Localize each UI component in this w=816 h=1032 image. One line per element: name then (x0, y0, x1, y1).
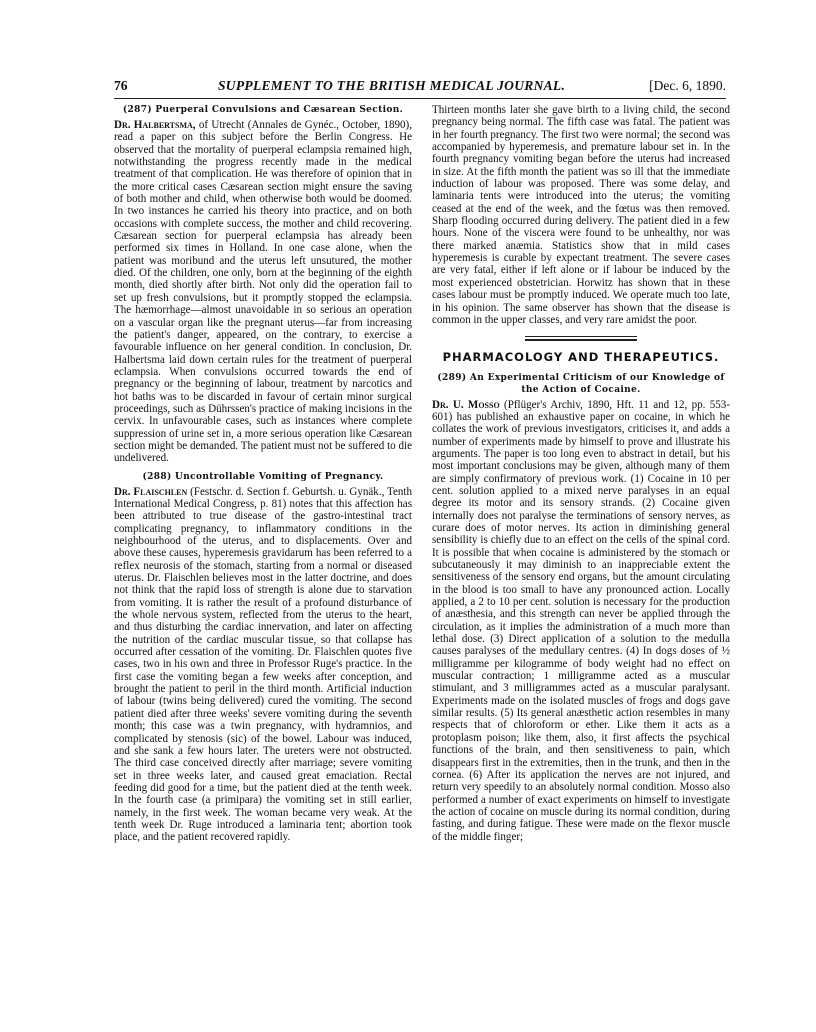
article-288-author: Dr. Flaischlen (114, 485, 188, 498)
divider-thin-rule (525, 336, 637, 337)
article-288-body (114, 486, 412, 844)
article-287-author: Dr. Halbertsma, (114, 119, 196, 131)
right-column (432, 104, 730, 849)
running-header (114, 78, 726, 99)
article-289-body (432, 399, 730, 843)
article-289-text: (Pflüger's Archiv, 1890, Hft. 11 and 12, pp. 553-601) has published an exhaustive paper on cocaine, in which he collates the work of previous investigators, criticises it, and adds a number of experiments made by himself to prove and illustrate his arguments. The paper is too long even to abstract in detail, but his most important conclusions may be given, although many of them are simply confirmatory of previous work. (1) Cocaine in 10 per cent. solution applied to a mixed nerve paralyses in an equal degree its motor and its sensory strands. (2) Cocaine given internally does not paralyse the terminations of sensory nerves, as curare does of motor nerves. Its action in diminishing general sensibility is chiefly due to an effect on the cells of the spinal cord. It is possible that when cocaine is administered by the stomach or subcutaneously it may diminish to an inappreciable extent the sensitiveness of the sensory end organs, but the amount circulating in the blood is too small to have any pronounced action. Locally applied, a 2 to 10 per cent. solution is necessary for the production of anæsthesia, and this strength can never be applied through the circulation, as it implies the administration of a much more than lethal dose. (3) Direct application of a solution to the medulla causes paralyses of the medullary centres. (4) In dogs doses of ½ milligramme per kilogramme of body weight had no effect on muscular contraction; 1 milligramme acted as a muscular stimulant, and 3 milligrammes acted as a muscular paralysant. Experiments made on the isolated muscles of frogs and dogs gave similar results. (5) Its general anæsthetic action resembles in many respects that of chloroform or ether. Like them it acts as a protoplasm poison; like them, also, it first affects the psychical functions of the brain, and then sensitiveness to pain, which disappears first in the extremities, then in the trunk, and then in the cornea. (6) After its application the nerves are not injured, and return very speedily to an absolutely normal condition. Mosso also performed a number of exact experiments on himself to investigate the action of cocaine on muscle during its normal condition, during fasting, and during fatigue. These were made on the flexor muscle of the middle finger; (432, 398, 730, 843)
article-289-author: Dr. U. Mosso (432, 398, 500, 411)
article-289-heading: (289) An Experimental Criticism of our Knowledge of the Action of Cocaine. (437, 372, 725, 395)
article-288-text: (Festschr. d. Section f. Geburtsh. u. Gynäk., Tenth International Medical Congress, p. 81) notes that this affection has been attributed to true disease of the gastro-intestinal tract complicating pregnancy, to inflammatory conditions in the neighbourhood of the uterus, and to displacements. Over and above these causes, hyperemesis gravidarum has been referred to a reflex neurosis of the stomach, starting from a normal or diseased uterus. Dr. Flaischlen believes most in the latter doctrine, and does not think that the rapid loss of strength is alone due to starvation from vomiting. It is rather the result of a profound disturbance of the whole nervous system, reflected from the uterus to the heart, and thus disturbing the cardiac innervation, and later on affecting the nutrition of the cardiac muscular tissue, so that collapse has occurred after cessation of the vomiting. Dr. Flaischlen quotes five cases, two in his own and three in Professor Ruge's practice. In the first case the vomiting began a few weeks after conception, and brought the patient to peril in the third month. Artificial induction of labour (twins being delivered) cured the vomiting. The second patient died after three weeks' severe vomiting during the seventh month; this case was a twin pregnancy, with hydramnios, and complicated by stenosis (sic) of the bowel. Labour was induced, and she sank a few hours later. The ureters were not obstructed. The third case conceived directly after marriage; severe vomiting set in three weeks later, and caused great emaciation. Rectal feeding did good for a time, but the patient died at the tenth week. In the fourth case (a primipara) the vomiting set in still earlier, namely, in the first week. The woman became very weak. At the tenth week Dr. Ruge introduced a laminaria tent; abortion took place, and the patient recovered rapidly. (114, 485, 413, 844)
article-287-body (114, 119, 412, 465)
article-288-continuation: Thirteen months later she gave birth to a living child, the second pregnancy being normal. The fifth case was fatal. The patient was in her fourth pregnancy. The first two were normal; the second was accompanied by hyperemesis, and premature labour set in. In the fourth pregnancy vomiting began before the uterus had increased in size. At the fifth month the patient was so ill that the immediate induction of labour was proposed. There was some delay, and laminaria tents were introduced into the uterus; the vomiting ceased at the end of the week, and the fœtus was then removed. Sharp flooding occurred during delivery. The patient died in a few hours. None of the viscera were found to be unhealthy, nor was there marked anæmia. Statistics show that in mild cases hyperemesis is curable by expectant treatment. The severe cases are very fatal, either if left alone or if labour be induced by the most experienced obstetrician. Horwitz has shown that in these cases labour must be promptly induced. We operate much too late, in his opinion. The same observer has shown that the disease is common in the upper classes, and very rare amidst the poor. (432, 104, 730, 326)
article-287-text: of Utrecht (Annales de Gynéc., October, 1890), read a paper on this subject before the Berlin Congress. He observed that the mortality of puerperal eclampsia remained high, notwithstanding the progress recently made in the medical treatment of that complication. He was therefore of opinion that in the more critical cases Cæsarean section might ensure the saving of both mother and child, when otherwise both would be doomed. In two instances he carried his theory into practice, and on both occasions with complete success, the mother and child recovering. Cæsarean section for puerperal eclampsia has already been performed six times in Holland. In one case alone, when the patient was moribund and the uterus left unsutured, the mother died. Of the children, one only, born at the beginning of the eighth month, died shortly after birth. Not only did the operation fail to set up fresh convulsions, but it promptly stopped the eclampsia. The hæmorrhage—almost unavoidable in so serious an operation on a vascular organ like the pregnant uterus—far from increasing the patient's danger, appeared, on the contrary, to exercise a favourable influence on her general condition. In conclusion, Dr. Halbertsma laid down certain rules for the treatment of puerperal eclampsia. When convulsions occurred towards the end of pregnancy or the beginning of labour, treatment by narcotics and hot baths was to be discarded in favour of certain minor surgical proceedings, such as Dührssen's practice of making incisions in the cervix. In unfavourable cases, such as instances where complete suppression of urine set in, a more serious operation like Cæsarean section might be demanded. The patient must not be suffered to die undelivered. (114, 119, 412, 465)
journal-title: SUPPLEMENT TO THE BRITISH MEDICAL JOURNAL. (218, 78, 566, 93)
section-title: PHARMACOLOGY AND THERAPEUTICS. (442, 350, 720, 365)
article-287-heading: (287) Puerperal Convulsions and Cæsarean Section. (122, 105, 404, 115)
article-288-heading: (288) Uncontrollable Vomiting of Pregnancy. (142, 471, 384, 482)
divider-thick-rule (525, 339, 637, 341)
section-divider (525, 336, 637, 341)
issue-date: [Dec. 6, 1890. (649, 78, 726, 93)
left-column (114, 104, 412, 850)
page-number: 76 (114, 78, 128, 93)
